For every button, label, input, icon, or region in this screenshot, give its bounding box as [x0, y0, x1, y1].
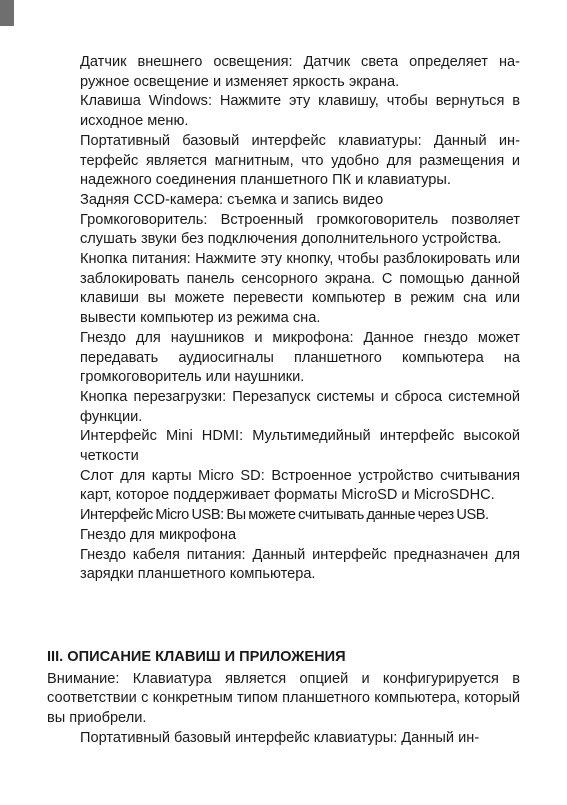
windows-key-description: Клавиша Windows: Нажмите эту клавишу, чтобы вернуться в исходное меню.	[80, 93, 520, 130]
power-button-description: Кнопка питания: Нажмите эту кнопку, чтобы разблокировать или заблокировать панель сенсорного экрана. С помощью данной клавиши вы можете перевести компьютер в режим сна или вывести компьютер из режима сна.	[80, 251, 520, 327]
feature-list	[80, 53, 520, 585]
section-continuation-text: Портативный базовый интерфейс клавиатуры: Данный ин-	[80, 729, 480, 746]
reset-button-description: Кнопка перезагрузки: Перезапуск системы и сброса системной функции.	[80, 388, 520, 425]
mini-hdmi-description: Интерфейс Mini HDMI: Мультимедийный интерфейс высокой четкости	[80, 428, 520, 465]
section-note: Внимание: Клавиатура является опцией и конфигурируется в соответствии с конкретным типом планшетного компьютера, который вы приобрели.	[47, 670, 520, 727]
ambient-light-sensor-description: Датчик внешнего освещения: Датчик света определяет наружное освещение и изменяет яркость экрана.	[80, 54, 520, 90]
keys-and-applications-section	[47, 648, 520, 749]
micro-usb-description: Интерфейс Micro USB: Вы можете считывать данные через USB.	[80, 507, 489, 524]
page-corner-mark	[0, 0, 14, 26]
rear-camera-description: Задняя CCD-камера: съемка и запись видео	[80, 191, 384, 208]
speaker-description: Громкоговоритель: Встроенный громкоговоритель позволяет слушать звуки без подключения дополнительного устройства.	[80, 211, 520, 248]
micro-sd-slot-description: Слот для карты Micro SD: Встроенное устройство считывания карт, которое поддерживает форматы MicroSD и MicroSDHC.	[80, 467, 520, 504]
section-heading: III. ОПИСАНИЕ КЛАВИШ И ПРИЛОЖЕНИЯ	[47, 649, 346, 665]
headphone-jack-description: Гнездо для наушников и микрофона: Данное гнездо может передавать аудиосигналы планшетного компьютера на громкоговоритель или наушники.	[80, 329, 520, 386]
keyboard-dock-interface-description: Портативный базовый интерфейс клавиатуры: Данный интерфейс является магнитным, что удобно для размещения и надежного соединения планшетного ПК и клавиатуры.	[80, 132, 520, 189]
microphone-jack-description: Гнездо для микрофона	[80, 526, 237, 543]
power-cable-jack-description: Гнездо кабеля питания: Данный интерфейс предназначен для зарядки планшетного компьютера.	[80, 546, 520, 583]
